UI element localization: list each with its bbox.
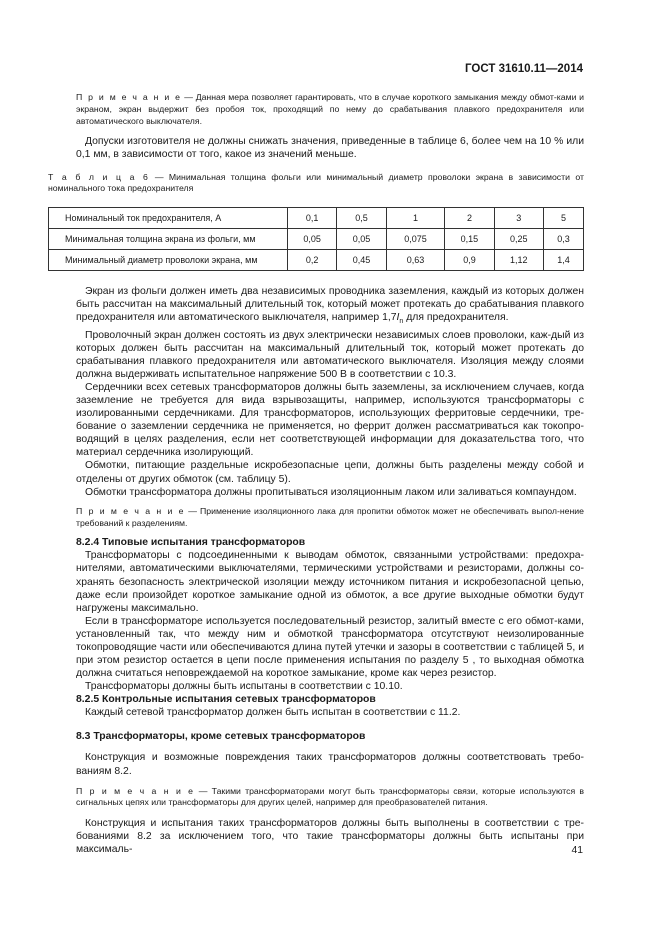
note-2-text: — Применение изоляционного лака для пропитки обмоток может не обеспечивать выпол-нение требований к разделениям. — [76, 505, 584, 528]
table-cell: 0,63 — [386, 250, 445, 271]
current-subscript: n — [399, 318, 404, 326]
note-3 — [76, 786, 584, 810]
paragraph-8-3-b: Конструкция и испытания таких трансформаторов должны быть выполнены в соответствии с тре-бованиями 8.2 за исключением того, что такие трансформаторы должны быть испытаны при максималь- — [76, 818, 584, 856]
section-8-2-4-heading: 8.2.4 Типовые испытания трансформаторов — [76, 537, 306, 549]
table-cell: 0,5 — [337, 208, 386, 229]
table-row-label: Минимальная толщина экрана из фольги, мм — [49, 229, 288, 250]
table-row-label: Номинальный ток предохранителя, А — [49, 208, 288, 229]
paragraph-tolerances: Допуски изготовителя не должны снижать значения, приведенные в таблице 6, более чем на 10 % или 0,1 мм, в зависимости от того, какое из значений меньше. — [76, 136, 584, 161]
table-cell: 2 — [445, 208, 494, 229]
table-cell: 1,12 — [494, 250, 543, 271]
table-6-caption-label: Т а б л и ц а 6 — [48, 171, 150, 182]
table-row — [49, 208, 584, 229]
table-cell: 0,2 — [288, 250, 337, 271]
table-cell: 5 — [543, 208, 583, 229]
paragraph-lacquer: Обмотки трансформатора должны пропитываться изоляционным лаком или заливаться компаундом. — [85, 486, 577, 498]
page-content — [48, 92, 585, 857]
page-number: 41 — [571, 845, 583, 856]
table-cell: 0,05 — [337, 229, 386, 250]
table-cell: 0,05 — [288, 229, 337, 250]
paragraph-foil-screen — [76, 285, 584, 328]
section-8-2-5-heading: 8.2.5 Контрольные испытания сетевых трансформаторов — [76, 694, 376, 706]
paragraph-8-2-4-b: Если в трансформаторе используется последовательный резистор, залитый вместе с его обмот-ками, установленный так, что между ним и обмоткой трансформатора отсутствуют неизолированные токопроводящие части или обеспечиваются длина путей утечки и зазоры в соответствии с таблицей 5, и при этом резистор остается в цепи после применения испытания по разделу 5 , то выходная обмотка должна считаться неповреждаемой на короткое замыкание, кроме как через резистор. — [76, 615, 584, 680]
section-8-3-heading: 8.3 Трансформаторы, кроме сетевых трансформаторов — [76, 731, 366, 743]
paragraph-foil-tail: для предохранителя. — [403, 312, 509, 324]
note-2 — [76, 506, 584, 530]
table-cell: 0,25 — [494, 229, 543, 250]
paragraph-8-2-4-a: Трансформаторы с подсоединенными к выводам обмоток, связанными устройствами: предохра-нителями, автоматическими выключателями, термическими устройствами и резисторами, должны со-хранять безопасность электрической изоляции между источником питания и искробезопасной цепью, даже если произойдет короткое замыкание одной из обмоток, а все другие выходные обмотки будут нагружены максимально. — [76, 550, 584, 614]
table-6-caption — [48, 172, 584, 196]
table-cell: 0,9 — [445, 250, 494, 271]
document-header: ГОСТ 31610.11—2014 — [465, 63, 583, 75]
note-2-label: П р и м е ч а н и е — [76, 505, 186, 516]
table-cell: 0,3 — [543, 229, 583, 250]
table-cell: 3 — [494, 208, 543, 229]
table-row — [49, 229, 584, 250]
table-row — [49, 250, 584, 271]
table-cell: 0,45 — [337, 250, 386, 271]
note-3-label: П р и м е ч а н и е — [76, 785, 195, 796]
paragraph-cores: Сердечники всех сетевых трансформаторов должны быть заземлены, за исключением случаев, когда заземление не требуется для вида взрывозащиты, например, используются трансформаторы с изолированными сердечниками. Для трансформаторов, использующих ферритовые сердечники, тре-бование о заземлении сердечника не применяется, но феррит должен рассматриваться как токопро-водящий в целях разделения, если нет соответствующей информации для доказательства того, что материал сердечника изолирующий. — [76, 381, 584, 459]
table-cell: 1,4 — [543, 250, 583, 271]
paragraph-foil-text: Экран из фольги должен иметь два независимых проводника заземления, каждый из которых должен быть рассчитан на максимальный длительный ток, который может протекать до срабатывания плавкого предохранителя или автоматического выключателя, например 1,7 — [76, 286, 584, 324]
note-3-text: — Такими трансформаторами могут быть трансформаторы связи, которые используются в сигнальных цепях или трансформаторы для других целей, например для преобразователей питания. — [76, 785, 584, 808]
table-cell: 0,075 — [386, 229, 445, 250]
table-cell: 1 — [386, 208, 445, 229]
paragraph-8-2-4-c: Трансформаторы должны быть испытаны в соответствии с 10.10. — [85, 681, 403, 693]
paragraph-windings: Обмотки, питающие раздельные искробезопасные цепи, должны быть разделены между собой и отделены от других обмоток (см. таблицу 5). — [76, 460, 584, 485]
table-row-label: Минимальный диаметр проволоки экрана, мм — [49, 250, 288, 271]
table-cell: 0,15 — [445, 229, 494, 250]
table-cell: 0,1 — [288, 208, 337, 229]
note-1-text: — Данная мера позволяет гарантировать, что в случае короткого замыкания между обмот-ками и экраном, экран выдержит без пробоя ток, проходящий по нему до срабатывания плавкого предохранителя или автоматического выключателя. — [76, 92, 585, 126]
note-1-label: П р и м е ч а н и е — [76, 92, 182, 102]
paragraph-wire-screen: Проволочный экран должен состоять из двух электрически независимых слоев проволоки, каж-дый из которых должен быть рассчитан на максимальный длительный ток, который может протекать до срабатывания плавкого предохранителя или автоматического выключателя. Изоляция между слоями должна выдерживать испытательное напряжение 500 В в соответствии с 10.3. — [76, 329, 584, 380]
paragraph-8-2-5: Каждый сетевой трансформатор должен быть испытан в соответствии с 11.2. — [85, 707, 461, 719]
note-1 — [76, 92, 584, 127]
table-6 — [48, 207, 584, 271]
table-6-caption-text: — Минимальная толщина фольги или минимальный диаметр проволоки экрана в зависимости от номинального тока предохранителя — [48, 171, 584, 194]
paragraph-8-3-a: Конструкция и возможные повреждения таких трансформаторов должны соответствовать требо-ваниям 8.2. — [76, 752, 584, 777]
current-symbol: I — [396, 312, 400, 324]
